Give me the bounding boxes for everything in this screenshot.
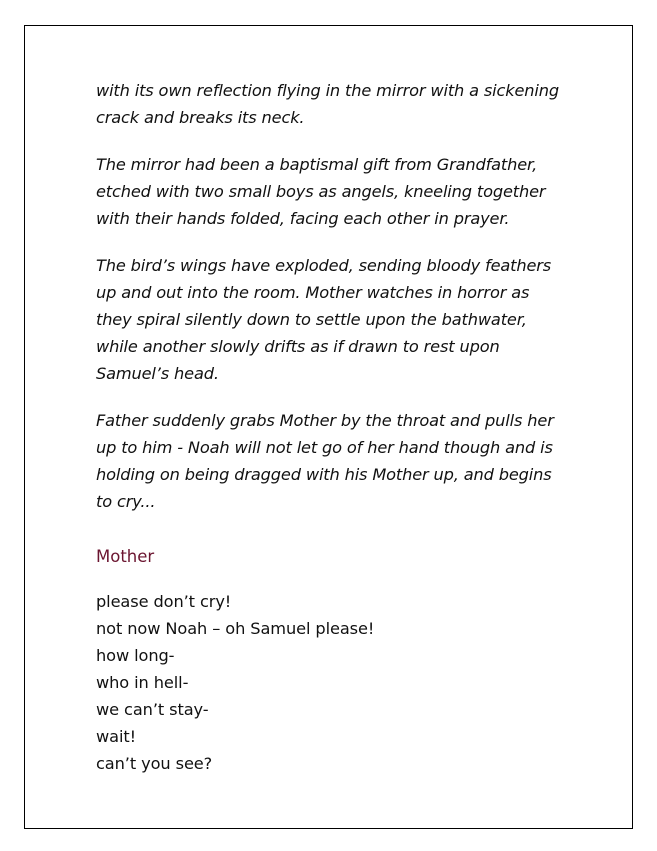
dialogue-block — [96, 588, 566, 777]
dialogue-line: can’t you see? — [96, 754, 213, 773]
narrative-paragraph: The mirror had been a baptismal gift from Grandfather, etched with two small boys as angels, kneeling together with their hands folded, facing each other in prayer. — [96, 155, 546, 228]
narrative-paragraph: with its own reflection flying in the mirror with a sickening crack and breaks its neck. — [96, 81, 559, 127]
narrative-paragraph: The bird’s wings have exploded, sending bloody feathers up and out into the room. Mother watches in horror as they spiral silently down to settle upon the bathwater, while another slowly drifts as if drawn to rest upon Samuel’s head. — [96, 256, 552, 383]
dialogue-line: please don’t cry! — [96, 592, 232, 611]
page-content — [96, 77, 566, 777]
dialogue-line: who in hell- — [96, 673, 189, 692]
speaker-name: Mother — [96, 547, 155, 566]
dialogue-line: not now Noah – oh Samuel please! — [96, 619, 375, 638]
dialogue-line: how long- — [96, 646, 175, 665]
dialogue-line: wait! — [96, 727, 136, 746]
narrative-paragraph: Father suddenly grabs Mother by the throat and pulls her up to him - Noah will not let go of her hand though and is holding on being dragged with his Mother up, and begins to cry... — [96, 411, 554, 511]
dialogue-line: we can’t stay- — [96, 700, 209, 719]
